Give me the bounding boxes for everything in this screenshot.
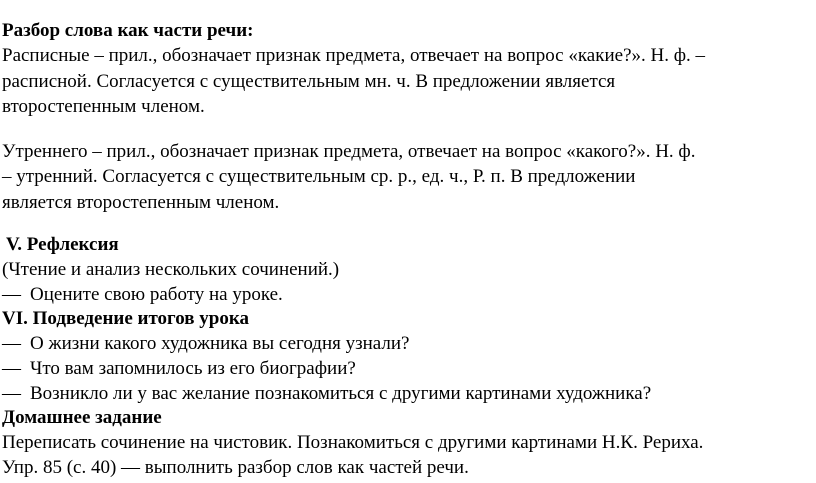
reflection-item-text: Оцените свою работу на уроке. [30, 284, 283, 305]
dash-bullet: — [2, 333, 21, 354]
homework-line1: Переписать сочинение на чистовик. Познакомиться с другими картинами Н.К. Рериха. [2, 432, 704, 453]
summary-question-text: Что вам запомнилось из его биографии? [30, 358, 356, 379]
summary-question-text: Возникло ли у вас желание познакомиться с другими картинами художника? [30, 383, 652, 404]
parsing-heading: Разбор слова как части речи: [2, 20, 254, 41]
dash-bullet: — [2, 358, 21, 379]
reflection-item [2, 283, 283, 307]
parsing-paragraph2-line3: является второстепенным членом. [2, 192, 280, 213]
reflection-note: (Чтение и анализ нескольких сочинений.) [2, 259, 340, 280]
parsing-paragraph1-line1: Расписные – прил., обозначает признак предмета, отвечает на вопрос «какие?». Н. ф. – [2, 45, 706, 66]
summary-question [2, 382, 651, 406]
summary-question [2, 357, 356, 381]
dash-bullet: — [2, 383, 21, 404]
summary-question [2, 332, 409, 356]
parsing-paragraph2-line1: Утреннего – прил., обозначает признак предмета, отвечает на вопрос «какого?». Н. ф. [2, 141, 696, 162]
dash-bullet: — [2, 284, 21, 305]
reflection-heading: V. Рефлексия [6, 234, 119, 255]
homework-line2: Упр. 85 (с. 40) — выполнить разбор слов как частей речи. [2, 457, 469, 478]
homework-heading: Домашнее задание [2, 407, 162, 428]
parsing-paragraph1-line3: второстепенным членом. [2, 96, 205, 117]
parsing-paragraph1-line2: расписной. Согласуется с существительным мн. ч. В предложении является [2, 71, 616, 92]
summary-heading: VI. Подведение итогов урока [2, 308, 249, 329]
summary-question-text: О жизни какого художника вы сегодня узнали? [30, 333, 410, 354]
parsing-paragraph2-line2: – утренний. Согласуется с существительным ср. р., ед. ч., Р. п. В предложении [2, 166, 636, 187]
